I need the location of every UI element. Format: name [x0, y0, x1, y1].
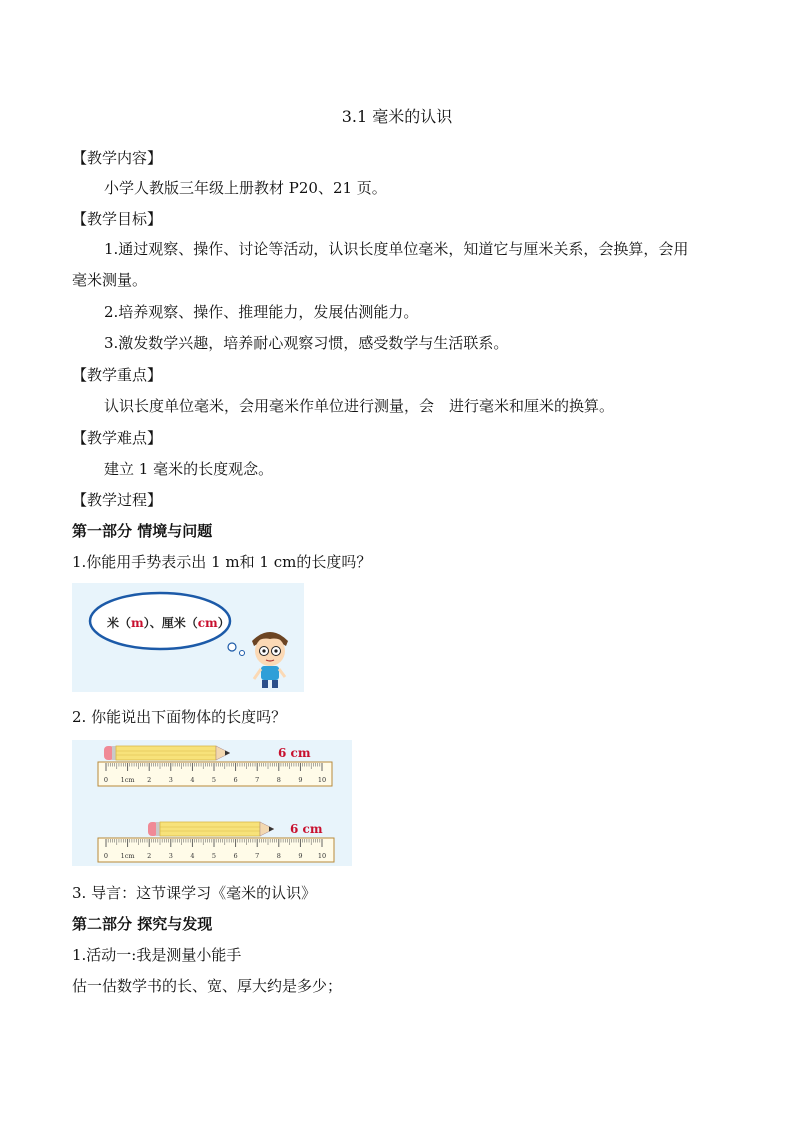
- part1-heading: 第一部分 情境与问题: [72, 522, 213, 540]
- estimate-text: 估一估数学书的长、宽、厚大约是多少；: [72, 977, 343, 995]
- ruler-2-tick-label: 9: [298, 852, 303, 860]
- content-heading: 【教学内容】: [72, 149, 163, 167]
- ruler-1: [98, 762, 332, 786]
- svg-text:米（m）、厘米（cm）: [106, 615, 230, 630]
- bubble-suffix: ）: [217, 616, 230, 630]
- pencil-ruler-figure: [72, 740, 352, 866]
- length-label-1: 6 cm: [278, 746, 311, 760]
- ruler-1-tick-label: 2: [147, 776, 152, 784]
- ruler-1-tick-label: 8: [276, 776, 281, 784]
- ruler-2-tick-label: 10: [317, 852, 327, 860]
- bubble-mid: ）、厘米（: [143, 616, 198, 630]
- ruler-2-tick-label: 3: [168, 852, 173, 860]
- ruler-2-tick-label: 7: [255, 852, 260, 860]
- ruler-2-tick-label: 1cm: [120, 852, 135, 860]
- ruler-2-tick-label: 4: [190, 852, 195, 860]
- question-3: 3. 导言：这节课学习《毫米的认识》: [72, 884, 317, 902]
- ruler-1-tick-label: 7: [255, 776, 260, 784]
- ruler-1-tick-label: 5: [211, 776, 217, 784]
- key-heading: 【教学重点】: [72, 366, 163, 384]
- goals-heading: 【教学目标】: [72, 210, 163, 228]
- page-title: 3.1 毫米的认识: [341, 107, 453, 126]
- ruler-2-tick-label: 2: [147, 852, 152, 860]
- ruler-2-tick-label: 6: [233, 852, 238, 860]
- length-label-2: 6 cm: [290, 822, 323, 836]
- ruler-1-tick-label: 3: [168, 776, 173, 784]
- bubble-prefix: 米（: [107, 616, 132, 630]
- speech-bubble-figure: [72, 583, 304, 692]
- goal-1-line-1: 1.通过观察、操作、讨论等活动，认识长度单位毫米，知道它与厘米关系，会换算，会用: [104, 240, 689, 258]
- bubble-unit-cm: cm: [197, 616, 218, 630]
- pencil-2: [148, 822, 274, 836]
- goal-1-line-2: 毫米测量。: [72, 271, 148, 289]
- ruler-1-zero-label: 0: [103, 776, 109, 784]
- pencil-1: [104, 746, 230, 760]
- key-text: 认识长度单位毫米，会用毫米作单位进行测量，会 进行毫米和厘米的换算。: [104, 397, 615, 415]
- bubble-unit-m: m: [131, 616, 144, 630]
- activity-1: 1.活动一:我是测量小能手: [72, 946, 242, 964]
- ruler-1-tick-label: 1cm: [120, 776, 135, 784]
- question-1: 1.你能用手势表示出 1 m和 1 cm的长度吗？: [72, 553, 372, 571]
- ruler-2: [98, 838, 334, 862]
- ruler-2-tick-label: 5: [211, 852, 217, 860]
- ruler-1-tick-label: 10: [317, 776, 327, 784]
- difficulty-heading: 【教学难点】: [72, 429, 163, 447]
- ruler-2-zero-label: 0: [103, 852, 109, 860]
- ruler-2-tick-label: 8: [276, 852, 281, 860]
- goal-2: 2.培养观察、操作、推理能力，发展估测能力。: [104, 303, 419, 321]
- goal-3: 3.激发数学兴趣，培养耐心观察习惯，感受数学与生活联系。: [104, 334, 509, 352]
- ruler-1-tick-label: 4: [190, 776, 195, 784]
- ruler-1-tick-label: 6: [233, 776, 238, 784]
- part2-heading: 第二部分 探究与发现: [72, 915, 213, 933]
- process-heading: 【教学过程】: [72, 491, 163, 509]
- question-2: 2. 你能说出下面物体的长度吗？: [72, 708, 287, 726]
- difficulty-text: 建立 1 毫米的长度观念。: [104, 460, 274, 478]
- ruler-1-tick-label: 9: [298, 776, 303, 784]
- content-text: 小学人教版三年级上册教材 P20、21 页。: [104, 179, 387, 197]
